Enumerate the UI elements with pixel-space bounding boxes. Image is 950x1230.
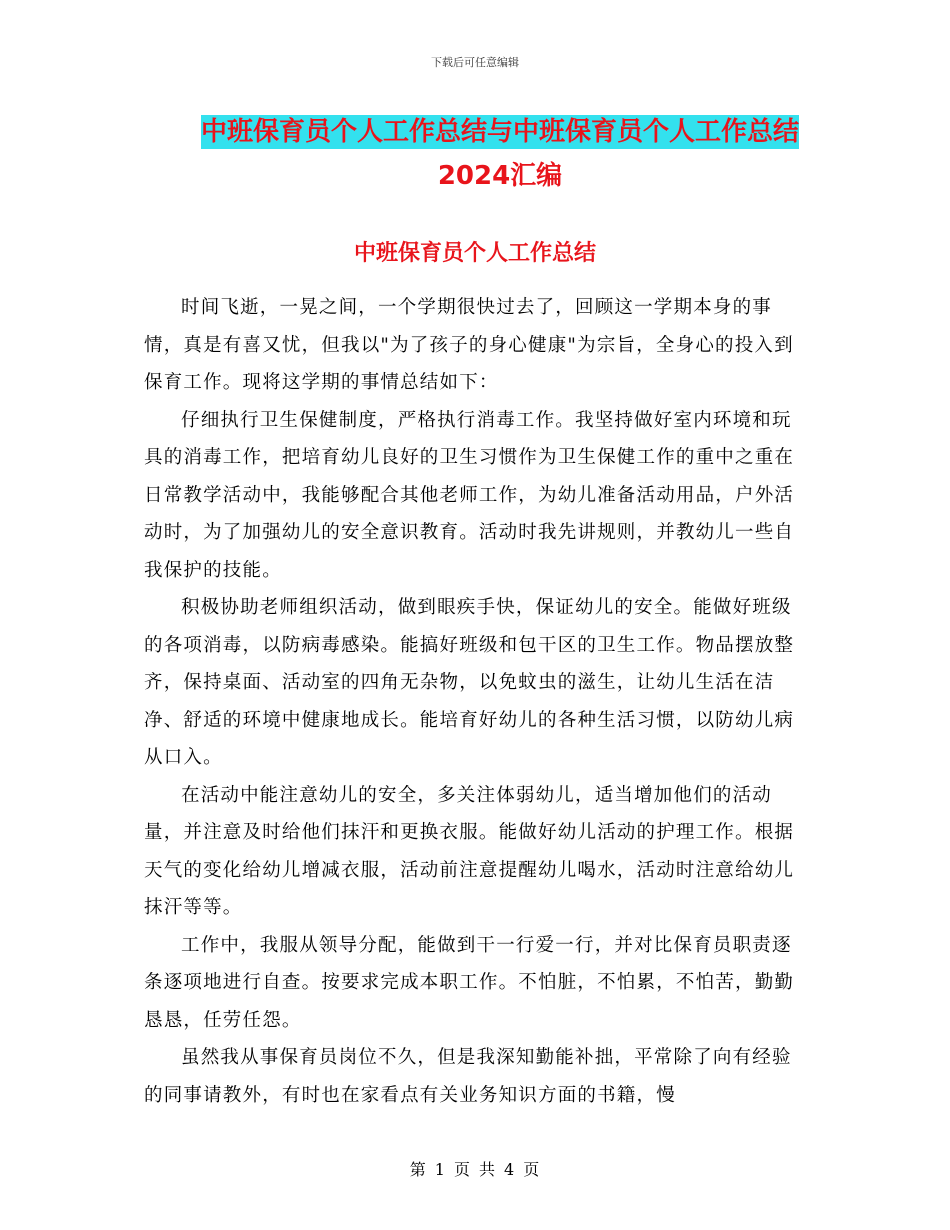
- paragraph: 时间飞逝，一晃之间，一个学期很快过去了，回顾这一学期本身的事情，真是有喜又忧，但我以"为了孩子的身心健康"为宗旨，全身心的投入到保育工作。现将这学期的事情总结如下：: [144, 297, 794, 393]
- footer-total-word: 共: [479, 1160, 497, 1179]
- document-title: [140, 110, 860, 198]
- footer-page-word: 页: [453, 1160, 471, 1179]
- document-title-line-2: [140, 154, 860, 198]
- total-page-number: 4: [504, 1160, 516, 1179]
- document-title-line-1-text: 中班保育员个人工作总结与中班保育员个人工作总结: [200, 117, 799, 147]
- paragraph: 仔细执行卫生保健制度，严格执行消毒工作。我坚持做好室内环境和玩具的消毒工作，把培育幼儿良好的卫生习惯作为卫生保健工作的重中之重在日常教学活动中，我能够配合其他老师工作，为幼儿准备活动用品，户外活动时，为了加强幼儿的安全意识教育。活动时我先讲规则，并教幼儿一些自我保护的技能。: [144, 409, 795, 581]
- paragraph: 积极协助老师组织活动，做到眼疾手快，保证幼儿的安全。能做好班级的各项消毒，以防病毒感染。能搞好班级和包干区的卫生工作。物品摆放整齐，保持桌面、活动室的四角无杂物，以免蚊虫的滋生，让幼儿生活在洁净、舒适的环境中健康地成长。能培育好幼儿的各种生活习惯，以防幼儿病从口入。: [144, 597, 795, 768]
- paragraph: 虽然我从事保育员岗位不久，但是我深知勤能补拙，平常除了向有经验的同事请教外，有时也在家看点有关业务知识方面的书籍，慢: [144, 1047, 792, 1106]
- paragraph: 工作中，我服从领导分配，能做到干一行爱一行，并对比保育员职责逐条逐项地进行自查。按要求完成本职工作。不怕脏，不怕累，不怕苦，勤勤恳恳，任劳任怨。: [144, 934, 795, 1031]
- page-footer: [0, 1157, 950, 1180]
- section-title: 中班保育员个人工作总结: [353, 241, 596, 266]
- document-title-line-1: [140, 110, 860, 154]
- current-page-number: 1: [434, 1160, 446, 1179]
- paragraph: 在活动中能注意幼儿的安全，多关注体弱幼儿，适当增加他们的活动量，并注意及时给他们抹汗和更换衣服。能做好幼儿活动的护理工作。根据天气的变化给幼儿增减衣服，活动前注意提醒幼儿喝水，活动时注意给幼儿抹汗等等。: [144, 784, 795, 918]
- footer-suffix: 页: [523, 1160, 541, 1179]
- header-note: 下载后可任意编辑: [431, 56, 519, 69]
- document-body: [144, 289, 810, 1114]
- footer-prefix: 第: [409, 1160, 427, 1179]
- document-title-line-2-text: 2024汇编: [437, 161, 563, 191]
